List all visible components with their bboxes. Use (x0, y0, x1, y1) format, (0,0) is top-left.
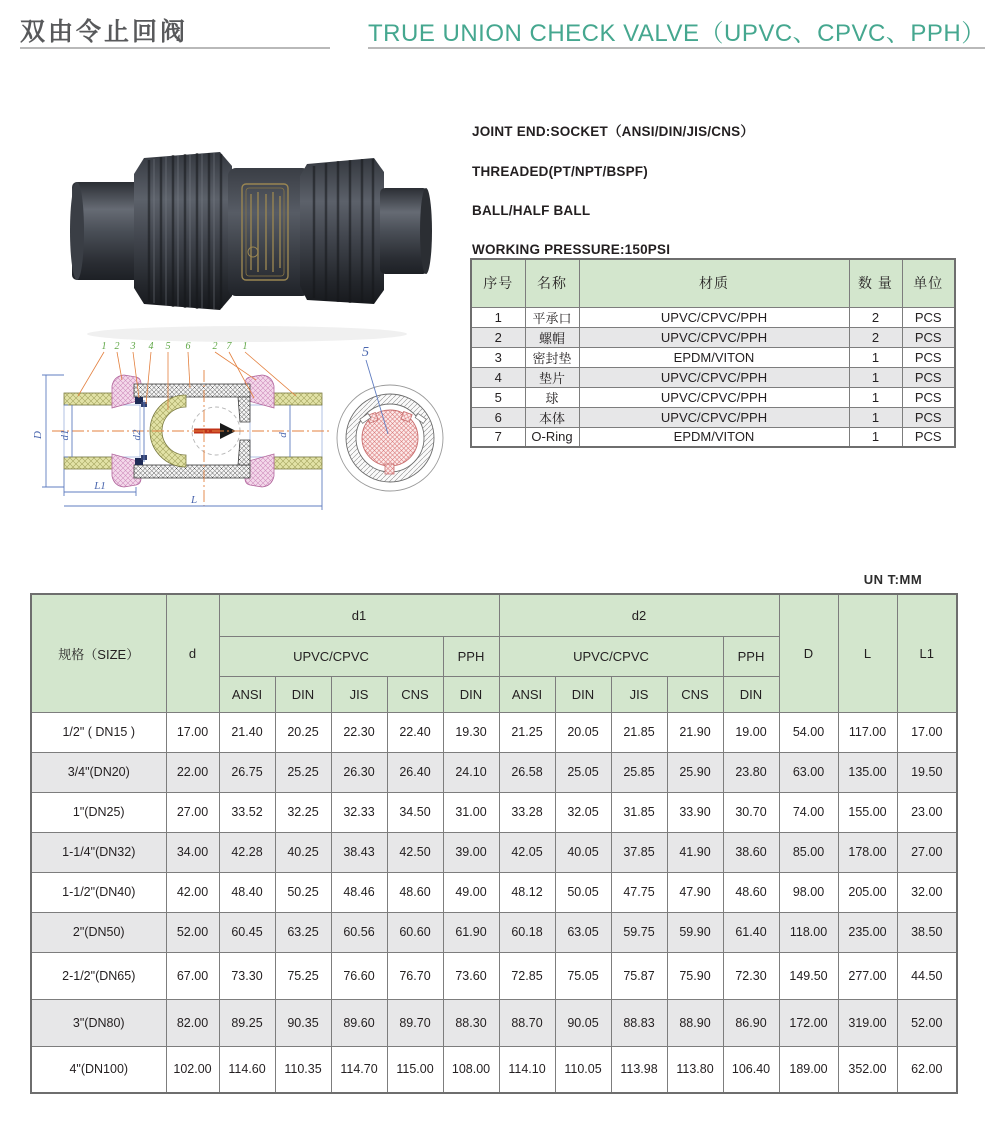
table-row (31, 752, 957, 792)
table-cell: 40.25 (275, 832, 331, 872)
dim-label-d1: d1 (59, 429, 71, 441)
table-cell: 63.00 (779, 752, 838, 792)
table-cell: 39.00 (443, 832, 499, 872)
unit-note: UN T:MM (863, 572, 923, 587)
table-cell: 32.00 (897, 872, 957, 912)
table-cell: 37.85 (611, 832, 667, 872)
table-cell: 60.45 (219, 912, 275, 952)
table-cell: 110.35 (275, 1046, 331, 1093)
table-cell: 25.90 (667, 752, 723, 792)
table-cell: 23.00 (897, 792, 957, 832)
table-cell: 189.00 (779, 1046, 838, 1093)
dim-label-L1: L1 (94, 480, 106, 492)
table-cell: 1 (849, 407, 902, 427)
dimension-table-body (31, 712, 957, 1093)
table-cell: 61.40 (723, 912, 779, 952)
table-cell: 82.00 (166, 999, 219, 1046)
table-cell: 25.25 (275, 752, 331, 792)
table-cell: 75.25 (275, 952, 331, 999)
table-cell: 149.50 (779, 952, 838, 999)
table-cell: EPDM/VITON (579, 427, 849, 447)
table-cell: 38.50 (897, 912, 957, 952)
table-row (471, 347, 955, 367)
table-cell: 118.00 (779, 912, 838, 952)
product-photo-valve (52, 112, 442, 352)
table-cell: 60.56 (331, 912, 387, 952)
table-cell: 31.85 (611, 792, 667, 832)
table-cell: 34.00 (166, 832, 219, 872)
table-row (471, 407, 955, 427)
table-cell: 2-1/2"(DN65) (31, 952, 166, 999)
table-cell: PCS (902, 427, 955, 447)
table-cell: 4"(DN100) (31, 1046, 166, 1093)
title-underline-right (368, 47, 985, 49)
col-d1-upvc-cpvc: UPVC/CPVC (219, 636, 443, 676)
table-cell: 75.05 (555, 952, 611, 999)
dim-label-D: D (32, 431, 44, 439)
table-cell: 59.75 (611, 912, 667, 952)
dimension-table-section (30, 593, 956, 1094)
table-cell: 155.00 (838, 792, 897, 832)
table-cell: 1 (849, 427, 902, 447)
callout-2: 2 (114, 341, 120, 352)
table-cell: 42.00 (166, 872, 219, 912)
parts-col-index: 序号 (471, 259, 525, 307)
table-cell: 48.46 (331, 872, 387, 912)
table-cell: 72.30 (723, 952, 779, 999)
table-cell: 90.35 (275, 999, 331, 1046)
callout-3: 3 (130, 341, 136, 352)
table-cell: 27.00 (166, 792, 219, 832)
dim-label-d: d (277, 432, 289, 438)
table-cell: 75.87 (611, 952, 667, 999)
table-cell: UPVC/CPVC/PPH (579, 387, 849, 407)
col-L: L (838, 594, 897, 712)
table-cell: 277.00 (838, 952, 897, 999)
callout-5: 5 (165, 341, 171, 352)
table-cell: 44.50 (897, 952, 957, 999)
table-cell: 89.60 (331, 999, 387, 1046)
table-cell: 26.75 (219, 752, 275, 792)
table-cell: 88.83 (611, 999, 667, 1046)
table-cell: 88.70 (499, 999, 555, 1046)
table-cell: 23.80 (723, 752, 779, 792)
parts-col-material: 材质 (579, 259, 849, 307)
table-cell: 90.05 (555, 999, 611, 1046)
col-d2-pph-din: DIN (723, 676, 779, 712)
table-cell: 172.00 (779, 999, 838, 1046)
table-cell: 21.85 (611, 712, 667, 752)
table-cell: 27.00 (897, 832, 957, 872)
table-row (31, 999, 957, 1046)
table-cell: 72.85 (499, 952, 555, 999)
col-D: D (779, 594, 838, 712)
table-cell: 47.90 (667, 872, 723, 912)
table-cell: 63.25 (275, 912, 331, 952)
table-cell: PCS (902, 307, 955, 327)
table-row (31, 832, 957, 872)
table-cell: 48.60 (387, 872, 443, 912)
table-row (471, 427, 955, 447)
table-row (31, 1046, 957, 1093)
spec-ball: BALL/HALF BALL (472, 203, 591, 218)
col-d1-pph-din: DIN (443, 676, 499, 712)
table-row (31, 952, 957, 999)
table-cell: 67.00 (166, 952, 219, 999)
table-cell: 115.00 (387, 1046, 443, 1093)
table-cell: UPVC/CPVC/PPH (579, 367, 849, 387)
table-cell: 26.30 (331, 752, 387, 792)
table-cell: 76.60 (331, 952, 387, 999)
table-cell: 40.05 (555, 832, 611, 872)
table-cell: 205.00 (838, 872, 897, 912)
table-cell: 352.00 (838, 1046, 897, 1093)
table-cell: 33.90 (667, 792, 723, 832)
end-view-callout-5: 5 (362, 345, 369, 360)
parts-col-unit: 单位 (902, 259, 955, 307)
callout-6: 6 (185, 341, 191, 352)
table-cell: 319.00 (838, 999, 897, 1046)
table-cell: 26.58 (499, 752, 555, 792)
col-d2-din: DIN (555, 676, 611, 712)
table-cell: 6 (471, 407, 525, 427)
table-cell: 48.60 (723, 872, 779, 912)
spec-threaded: THREADED(PT/NPT/BSPF) (472, 164, 648, 179)
table-cell: 235.00 (838, 912, 897, 952)
table-cell: 3 (471, 347, 525, 367)
table-cell: 33.52 (219, 792, 275, 832)
table-cell: 19.30 (443, 712, 499, 752)
table-cell: 89.70 (387, 999, 443, 1046)
col-d1-cns: CNS (387, 676, 443, 712)
table-cell: 178.00 (838, 832, 897, 872)
table-cell: 38.43 (331, 832, 387, 872)
end-view (337, 345, 443, 491)
table-cell: 42.05 (499, 832, 555, 872)
table-cell: 3/4"(DN20) (31, 752, 166, 792)
table-cell: PCS (902, 367, 955, 387)
table-cell: 76.70 (387, 952, 443, 999)
table-cell: 88.90 (667, 999, 723, 1046)
table-cell: 1 (849, 347, 902, 367)
table-cell: 102.00 (166, 1046, 219, 1093)
table-cell: 2 (471, 327, 525, 347)
table-cell: 47.75 (611, 872, 667, 912)
table-cell: PCS (902, 327, 955, 347)
table-cell: 17.00 (166, 712, 219, 752)
parts-table-section (470, 258, 954, 448)
table-row (471, 387, 955, 407)
table-cell: 25.85 (611, 752, 667, 792)
table-cell: 21.40 (219, 712, 275, 752)
callout-1b: 1 (242, 341, 248, 352)
table-cell: 33.28 (499, 792, 555, 832)
table-cell: 1 (471, 307, 525, 327)
table-cell: 1/2" ( DN15 ) (31, 712, 166, 752)
table-cell: 24.10 (443, 752, 499, 792)
col-d: d (166, 594, 219, 712)
table-cell: EPDM/VITON (579, 347, 849, 367)
table-cell: 60.18 (499, 912, 555, 952)
table-cell: 31.00 (443, 792, 499, 832)
table-cell: 20.05 (555, 712, 611, 752)
spec-text-block (472, 120, 952, 281)
table-cell: 垫片 (525, 367, 579, 387)
table-cell: 114.70 (331, 1046, 387, 1093)
spec-pressure: WORKING PRESSURE:150PSI (472, 242, 671, 257)
table-cell: 41.90 (667, 832, 723, 872)
callout-2b: 2 (212, 341, 218, 352)
table-cell: 85.00 (779, 832, 838, 872)
col-d2-pph: PPH (723, 636, 779, 676)
table-cell: 1-1/4"(DN32) (31, 832, 166, 872)
table-cell: 110.05 (555, 1046, 611, 1093)
table-row (31, 792, 957, 832)
table-cell: 88.30 (443, 999, 499, 1046)
table-row (31, 712, 957, 752)
table-cell: 2"(DN50) (31, 912, 166, 952)
table-cell: PCS (902, 387, 955, 407)
parts-col-name: 名称 (525, 259, 579, 307)
table-cell: 25.05 (555, 752, 611, 792)
table-cell: 22.00 (166, 752, 219, 792)
table-cell: 59.90 (667, 912, 723, 952)
table-cell: 密封垫 (525, 347, 579, 367)
technical-drawing (28, 338, 468, 526)
table-cell: 2 (849, 327, 902, 347)
table-cell: 52.00 (166, 912, 219, 952)
table-cell: 21.25 (499, 712, 555, 752)
page-title-chinese: 双由令止回阀 (20, 18, 189, 46)
section-view (32, 341, 330, 510)
col-d2-upvc-cpvc: UPVC/CPVC (499, 636, 723, 676)
col-group-d1: d1 (219, 594, 499, 636)
table-cell: 98.00 (779, 872, 838, 912)
parts-table-body (471, 307, 955, 447)
table-cell: 球 (525, 387, 579, 407)
table-cell: 7 (471, 427, 525, 447)
table-cell: 73.30 (219, 952, 275, 999)
table-cell: 19.50 (897, 752, 957, 792)
table-cell: 1 (849, 387, 902, 407)
table-cell: O-Ring (525, 427, 579, 447)
table-cell: 50.25 (275, 872, 331, 912)
table-cell: 30.70 (723, 792, 779, 832)
table-cell: 60.60 (387, 912, 443, 952)
table-cell: 113.98 (611, 1046, 667, 1093)
table-cell: 63.05 (555, 912, 611, 952)
col-d1-jis: JIS (331, 676, 387, 712)
callout-4: 4 (148, 341, 154, 352)
dimension-table (30, 593, 958, 1094)
col-d2-ansi: ANSI (499, 676, 555, 712)
table-cell: 48.40 (219, 872, 275, 912)
col-d2-jis: JIS (611, 676, 667, 712)
table-cell: 2 (849, 307, 902, 327)
parts-col-qty: 数 量 (849, 259, 902, 307)
table-cell: 113.80 (667, 1046, 723, 1093)
table-cell: 38.60 (723, 832, 779, 872)
table-cell: PCS (902, 347, 955, 367)
dim-label-L: L (190, 494, 198, 506)
table-cell: 89.25 (219, 999, 275, 1046)
col-d2-cns: CNS (667, 676, 723, 712)
table-cell: 108.00 (443, 1046, 499, 1093)
table-row (31, 872, 957, 912)
table-cell: 54.00 (779, 712, 838, 752)
table-cell: 平承口 (525, 307, 579, 327)
table-cell: 61.90 (443, 912, 499, 952)
table-cell: 114.60 (219, 1046, 275, 1093)
table-cell: 52.00 (897, 999, 957, 1046)
table-cell: 20.25 (275, 712, 331, 752)
table-cell: 32.25 (275, 792, 331, 832)
col-d1-din: DIN (275, 676, 331, 712)
table-row (31, 912, 957, 952)
table-row (471, 307, 955, 327)
table-cell: 49.00 (443, 872, 499, 912)
table-cell: 42.50 (387, 832, 443, 872)
table-cell: 1 (849, 367, 902, 387)
col-d1-pph: PPH (443, 636, 499, 676)
callout-7: 7 (226, 341, 232, 352)
table-cell: 106.40 (723, 1046, 779, 1093)
table-cell: 4 (471, 367, 525, 387)
col-size: 规格（SIZE） (31, 594, 166, 712)
table-cell: 73.60 (443, 952, 499, 999)
page-title-english: TRUE UNION CHECK VALVE（UPVC、CPVC、PPH） (368, 20, 986, 47)
callout-1: 1 (101, 341, 107, 352)
table-cell: 螺帽 (525, 327, 579, 347)
table-cell: 26.40 (387, 752, 443, 792)
col-group-d2: d2 (499, 594, 779, 636)
col-L1: L1 (897, 594, 957, 712)
table-cell: 114.10 (499, 1046, 555, 1093)
table-cell: UPVC/CPVC/PPH (579, 327, 849, 347)
parts-table-header-row (471, 259, 955, 307)
dim-label-d2: d2 (131, 429, 143, 441)
parts-table (470, 258, 956, 448)
table-cell: 50.05 (555, 872, 611, 912)
table-cell: 3"(DN80) (31, 999, 166, 1046)
table-cell: 42.28 (219, 832, 275, 872)
table-cell: 本体 (525, 407, 579, 427)
title-underline-left (20, 47, 330, 49)
col-d1-ansi: ANSI (219, 676, 275, 712)
spec-joint-end: JOINT END:SOCKET（ANSI/DIN/JIS/CNS） (472, 124, 755, 139)
table-cell: 74.00 (779, 792, 838, 832)
table-cell: 21.90 (667, 712, 723, 752)
table-cell: 22.30 (331, 712, 387, 752)
table-cell: 75.90 (667, 952, 723, 999)
table-cell: 17.00 (897, 712, 957, 752)
table-cell: 86.90 (723, 999, 779, 1046)
table-cell: 32.33 (331, 792, 387, 832)
table-row (471, 327, 955, 347)
table-cell: 32.05 (555, 792, 611, 832)
table-cell: UPVC/CPVC/PPH (579, 407, 849, 427)
table-cell: PCS (902, 407, 955, 427)
dimension-table-header (31, 594, 957, 712)
table-cell: 135.00 (838, 752, 897, 792)
table-cell: UPVC/CPVC/PPH (579, 307, 849, 327)
table-cell: 1"(DN25) (31, 792, 166, 832)
table-cell: 5 (471, 387, 525, 407)
table-cell: 34.50 (387, 792, 443, 832)
table-cell: 62.00 (897, 1046, 957, 1093)
table-cell: 48.12 (499, 872, 555, 912)
table-cell: 117.00 (838, 712, 897, 752)
table-cell: 1-1/2"(DN40) (31, 872, 166, 912)
table-cell: 22.40 (387, 712, 443, 752)
table-cell: 19.00 (723, 712, 779, 752)
table-row (471, 367, 955, 387)
